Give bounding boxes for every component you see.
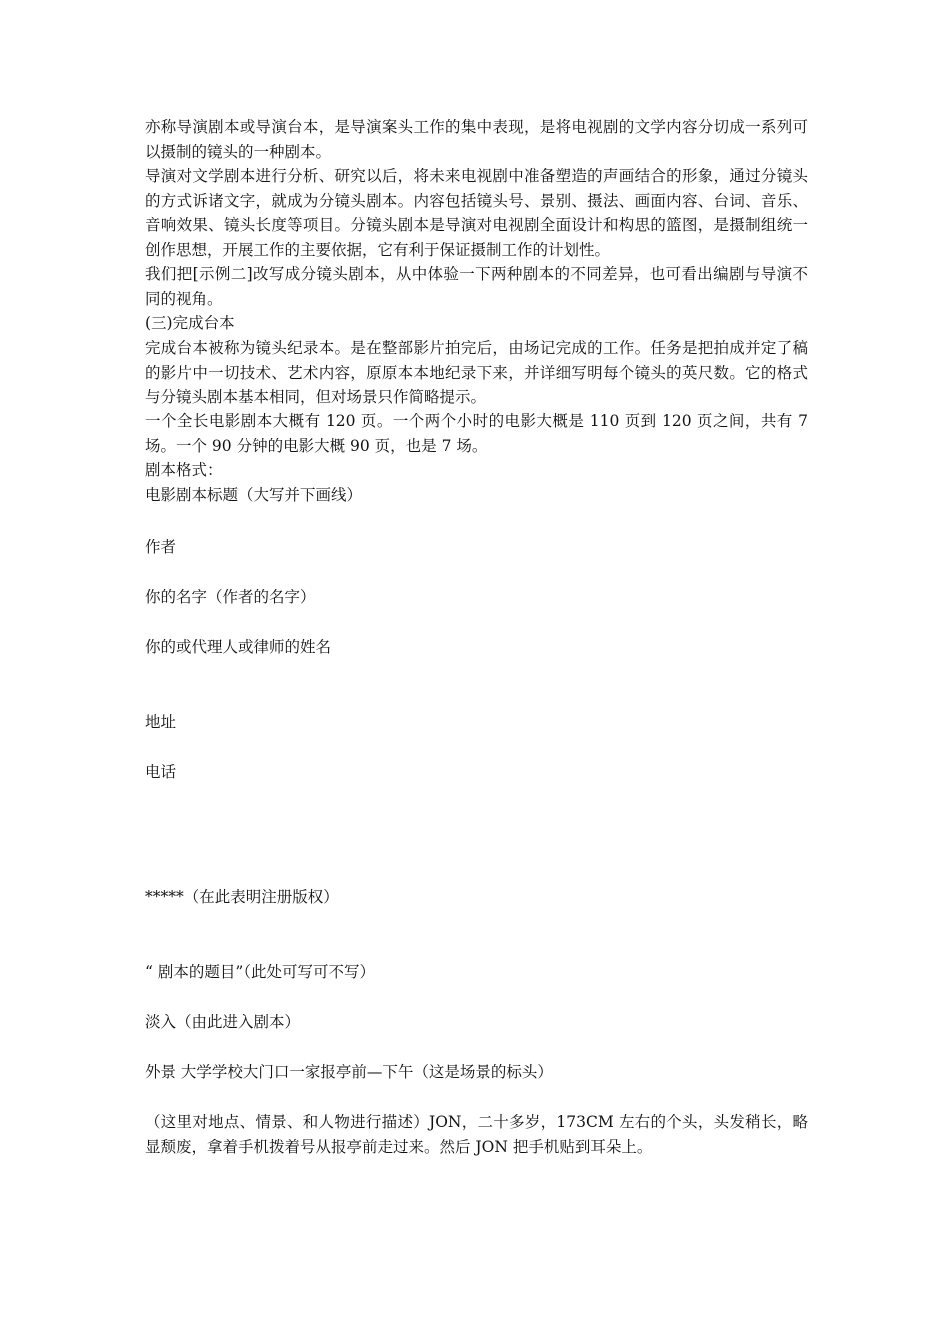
author-label: 作者 — [145, 538, 177, 556]
scene-description: （这里对地点、情景、和人物进行描述）JON，二十多岁，173CM 左右的个头，头发稍长，略显颓废，拿着手机拨着号从报亭前走过来。然后 JON 把手机贴到耳朵上。 — [145, 1113, 808, 1156]
paragraph-completed-script: 完成台本被称为镜头纪录本。是在整部影片拍完后，由场记完成的工作。任务是把拍成并定了稿的影片中一切技术、艺术内容，原原本本地纪录下来，并详细写明每个镜头的英尺数。它的格式与分镜头剧本基本相同，但对场景只作简略提示。 — [145, 339, 808, 406]
section-heading-completed-script: (三)完成台本 — [145, 314, 235, 332]
copyright-line: *****（在此表明注册版权） — [145, 888, 339, 906]
paragraph-script-length: 一个全长电影剧本大概有 120 页。一个两个小时的电影大概是 110 页到 120 页之间，共有 7 场。一个 90 分钟的电影大概 90 页，也是 7 场。 — [145, 412, 808, 455]
address-line: 地址 — [145, 713, 177, 731]
scene-heading-line: 外景 大学学校大门口一家报亭前—下午（这是场景的标头） — [145, 1063, 553, 1081]
paragraph-example-rewrite: 我们把[示例二]改写成分镜头剧本，从中体验一下两种剧本的不同差异，也可看出编剧与导演不同的视角。 — [145, 265, 808, 308]
agent-name-line: 你的或代理人或律师的姓名 — [145, 638, 332, 656]
fade-in-line: 淡入（由此进入剧本） — [145, 1013, 301, 1031]
phone-line: 电话 — [145, 763, 177, 781]
your-name-line: 你的名字（作者的名字） — [145, 588, 316, 606]
paragraph-director-analysis: 导演对文学剧本进行分析、研究以后，将未来电视剧中准备塑造的声画结合的形象，通过分镜头的方式诉诸文字，就成为分镜头剧本。内容包括镜头号、景别、摄法、画面内容、台词、音乐、音响效果、镜头长度等项目。分镜头剧本是导演对电视剧全面设计和构思的篮图，是摄制组统一创作思想，开展工作的主要依据，它有利于保证摄制工作的计划性。 — [145, 167, 808, 259]
script-format-label: 剧本格式： — [145, 461, 223, 479]
script-title-instruction: 电影剧本标题（大写并下画线） — [145, 486, 363, 504]
paragraph-definition: 亦称导演剧本或导演台本，是导演案头工作的集中表现，是将电视剧的文学内容分切成一系列可以摄制的镜头的一种剧本。 — [145, 118, 808, 161]
script-title-line: “ 剧本的题目”（此处可写可不写） — [145, 963, 376, 981]
